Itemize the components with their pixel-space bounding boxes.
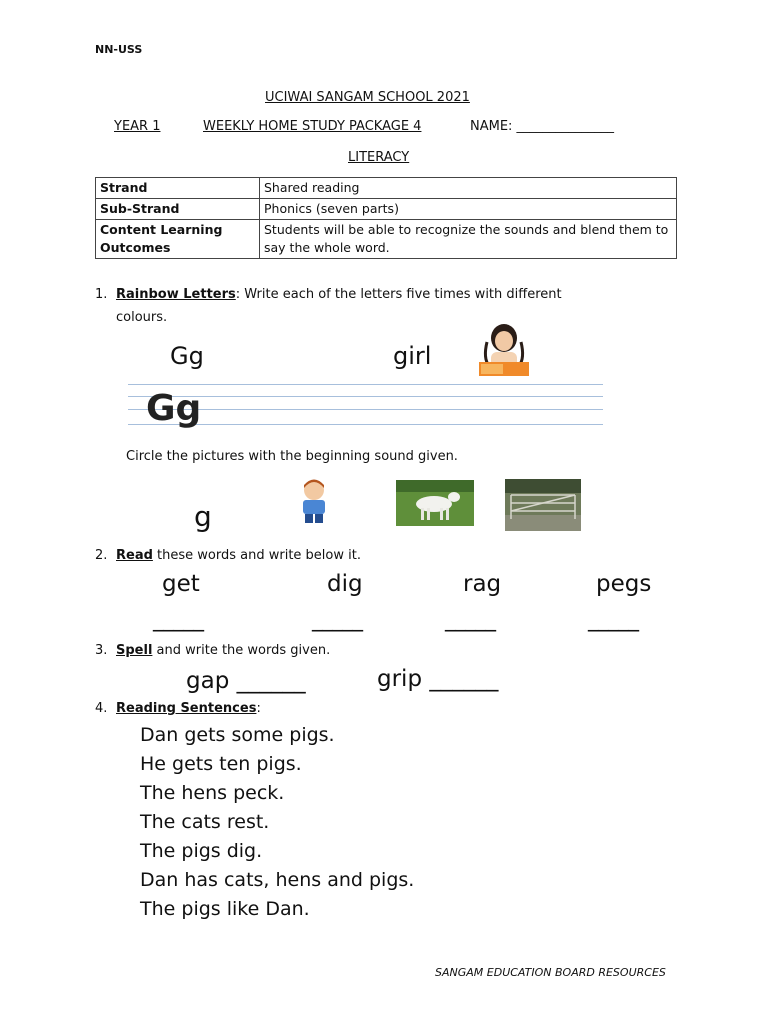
- word-get: get: [162, 571, 200, 597]
- example-word: girl: [393, 342, 432, 370]
- document-code: NN-USS: [95, 43, 143, 56]
- q1-instruction: [116, 287, 562, 302]
- word-dig: dig: [327, 571, 363, 597]
- circle-instruction: Circle the pictures with the beginning sound given.: [126, 449, 458, 464]
- q3-title: Spell: [116, 643, 153, 658]
- sentence: He gets ten pigs.: [140, 753, 302, 775]
- subject-title: LITERACY: [348, 150, 410, 165]
- q4-number: 4.: [95, 701, 108, 716]
- q3-number: 3.: [95, 643, 108, 658]
- q2-text: these words and write below it.: [152, 548, 361, 563]
- q4-title: Reading Sentences: [116, 701, 257, 716]
- table-key: Strand: [96, 178, 260, 199]
- boy-picture[interactable]: [296, 478, 332, 526]
- answer-blank[interactable]: _____: [445, 607, 495, 632]
- footer-text: SANGAM EDUCATION BOARD RESOURCES: [435, 966, 666, 979]
- year-label: YEAR 1: [114, 119, 161, 134]
- table-key: Content Learning Outcomes: [96, 220, 260, 259]
- table-row: [96, 199, 677, 220]
- q3-instruction: [116, 643, 330, 658]
- q2-number: 2.: [95, 548, 108, 563]
- sentence: The pigs dig.: [140, 840, 263, 862]
- tracing-letters: Gg: [146, 388, 202, 429]
- q2-title: Read: [116, 548, 153, 563]
- name-field-label: NAME: _______________: [470, 119, 615, 134]
- goat-picture[interactable]: [396, 480, 474, 526]
- table-row: [96, 220, 677, 259]
- reading-sentences: [140, 721, 414, 924]
- girl-reading-picture: [473, 318, 535, 380]
- sentence: Dan gets some pigs.: [140, 724, 335, 746]
- q4-instruction: [116, 701, 261, 716]
- beginning-sound: g: [194, 500, 212, 533]
- answer-blank[interactable]: _____: [588, 607, 638, 632]
- table-key: Sub-Strand: [96, 199, 260, 220]
- q3-text: and write the words given.: [152, 643, 331, 658]
- sentence: Dan has cats, hens and pigs.: [140, 869, 415, 891]
- q1-text-continued: colours.: [116, 310, 168, 325]
- spell-word-gap[interactable]: gap ______: [186, 668, 306, 694]
- word-rag: rag: [463, 571, 502, 597]
- spell-word-grip[interactable]: grip ______: [377, 666, 499, 692]
- letter-pair: Gg: [170, 342, 204, 370]
- table-value: Shared reading: [260, 178, 677, 199]
- package-label: WEEKLY HOME STUDY PACKAGE 4: [203, 119, 422, 134]
- q1-number: 1.: [95, 287, 108, 302]
- table-value: Phonics (seven parts): [260, 199, 677, 220]
- sentence: The pigs like Dan.: [140, 898, 310, 920]
- sentence: The hens peck.: [140, 782, 285, 804]
- q1-text: : Write each of the letters five times with different: [235, 287, 562, 302]
- q2-instruction: [116, 548, 361, 563]
- table-value: Students will be able to recognize the sounds and blend them to say the whole word.: [260, 220, 677, 259]
- table-row: [96, 178, 677, 199]
- gate-picture[interactable]: [505, 479, 581, 531]
- word-pegs: pegs: [596, 571, 652, 597]
- school-title: UCIWAI SANGAM SCHOOL 2021: [265, 90, 470, 105]
- answer-blank[interactable]: _____: [312, 607, 362, 632]
- q1-title: Rainbow Letters: [116, 287, 236, 302]
- sentence: The cats rest.: [140, 811, 270, 833]
- answer-blank[interactable]: _____: [153, 607, 203, 632]
- strand-table: [95, 177, 677, 259]
- q4-colon: :: [256, 701, 261, 716]
